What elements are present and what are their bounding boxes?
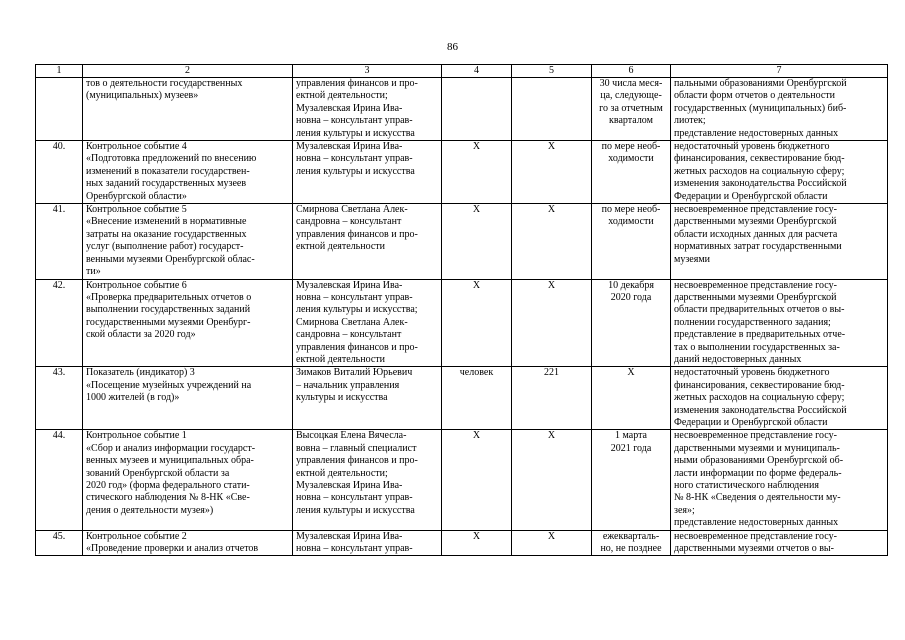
cell-line: нормативных затрат государственными	[674, 241, 842, 253]
cell-number: 41.	[36, 204, 83, 279]
cell-line: ления культуры и искусства	[296, 504, 415, 516]
cell-line: тах о выполнении государственных за-	[674, 341, 840, 353]
cell-value	[512, 78, 592, 141]
cell-unit: Х	[442, 204, 512, 279]
cell-line: Музалевская Ирина Ива-	[296, 141, 403, 153]
cell-line: 10 декабря	[608, 279, 654, 291]
cell-deadline	[592, 367, 671, 430]
table-row	[36, 141, 888, 204]
cell-event	[83, 530, 293, 556]
cell-line: ектной деятельности	[296, 241, 385, 253]
cell-line: Смирнова Светлана Алек-	[296, 204, 408, 216]
cell-value: Х	[512, 279, 592, 367]
cell-line: 2021 года	[610, 442, 652, 454]
cell-line: тов о деятельности государственных	[86, 78, 243, 89]
cell-line: Оренбургской области»	[86, 190, 187, 202]
cell-value: Х	[512, 141, 592, 204]
cell-line: области форм отчетов о деятельности	[674, 90, 835, 102]
cell-line: выполнении государственных заданий	[86, 304, 251, 316]
cell-line: затраты на оказание государственных	[86, 228, 247, 240]
cell-line: ектной деятельности	[296, 353, 385, 365]
cell-line: дарственными музеями Оренбургской	[674, 216, 837, 228]
cell-line: новна – консультант управ-	[296, 153, 413, 165]
cell-line: зея»;	[674, 504, 695, 516]
cell-line: Смирнова Светлана Алек-	[296, 316, 408, 328]
cell-deadline	[592, 204, 671, 279]
cell-line: ской области за 2020 год»	[86, 329, 196, 341]
header-col-6: 6	[592, 65, 671, 78]
header-col-2: 2	[83, 65, 293, 78]
cell-line: государственных (муниципальных) биб-	[674, 102, 847, 114]
cell-line: 2020 года	[610, 291, 652, 303]
cell-event	[83, 430, 293, 530]
cell-line: ласти информации по форме федераль-	[674, 467, 842, 479]
cell-line: 1000 жителей (в год)»	[86, 392, 180, 404]
cell-line: области исходных данных для расчета	[674, 228, 838, 240]
cell-value: Х	[512, 430, 592, 530]
cell-risks	[671, 430, 888, 530]
cell-responsible	[293, 530, 442, 556]
cell-line: сандровна – консультант	[296, 216, 402, 228]
cell-line: 30 числа меся-	[599, 78, 663, 89]
cell-deadline	[592, 279, 671, 367]
cell-line: Контрольное событие 2	[86, 530, 187, 542]
cell-line: го за отчетным	[599, 102, 663, 114]
cell-event	[83, 367, 293, 430]
cell-line: венными музеями Оренбургской облас-	[86, 253, 255, 265]
cell-line: № 8-НК «Сведения о деятельности му-	[674, 492, 841, 504]
cell-line: по мере необ-	[601, 141, 661, 153]
cell-line: ными образованиями Оренбургской об-	[674, 455, 844, 467]
cell-line: несвоевременное представление госу-	[674, 530, 837, 542]
cell-line: но, не позднее	[600, 543, 662, 555]
cell-line: венных музеев и муниципальных обра-	[86, 455, 254, 467]
table-row	[36, 430, 888, 530]
cell-line: Высоцкая Елена Вячесла-	[296, 430, 407, 442]
cell-line: изменения законодательства Российской	[674, 404, 847, 416]
cell-line: ти»	[86, 266, 101, 278]
cell-line: 1 марта	[615, 430, 647, 442]
cell-line: ления культуры и искусства;	[296, 304, 418, 316]
cell-deadline	[592, 530, 671, 556]
page-number: 86	[447, 41, 458, 53]
cell-line: финансирования, секвестирование бюд-	[674, 153, 845, 165]
cell-line: дарственными музеями и муниципаль-	[674, 442, 840, 454]
cell-risks	[671, 78, 888, 141]
table-row	[36, 78, 888, 141]
cell-line: зований Оренбургской области за	[86, 467, 230, 479]
cell-line: «Внесение изменений в нормативные	[86, 216, 247, 228]
table-body	[36, 78, 888, 556]
cell-line: управления финансов и про-	[296, 455, 418, 467]
cell-line: управления финансов и про-	[296, 78, 418, 89]
cell-line: изменения законодательства Российской	[674, 178, 847, 190]
table-row	[36, 204, 888, 279]
cell-line: Контрольное событие 6	[86, 279, 187, 291]
cell-line: «Сбор и анализ информации государст-	[86, 442, 256, 454]
cell-line: области предварительных отчетов о вы-	[674, 304, 845, 316]
header-row	[36, 65, 888, 78]
cell-line: 2020 год» (форма федерального стати-	[86, 480, 250, 491]
cell-line: новна – консультант управ-	[296, 115, 413, 127]
cell-event	[83, 141, 293, 204]
cell-number: 43.	[36, 367, 83, 430]
cell-line: ходимости	[608, 153, 654, 165]
cell-responsible	[293, 367, 442, 430]
cell-line: недостаточный уровень бюджетного	[674, 141, 830, 153]
cell-responsible	[293, 141, 442, 204]
cell-line: новна – консультант управ-	[296, 543, 413, 555]
cell-line: жетных расходов на социальную сферу;	[674, 392, 845, 404]
cell-line: дарственными музеями отчетов о вы-	[674, 543, 834, 555]
cell-line: изменений в показатели государствен-	[86, 165, 250, 177]
cell-responsible	[293, 279, 442, 367]
cell-deadline	[592, 78, 671, 141]
cell-line: кварталом	[609, 115, 653, 127]
plan-table	[35, 64, 888, 556]
cell-line: Зимаков Виталий Юрьевич	[296, 367, 413, 379]
cell-line: ца, следующе-	[600, 90, 662, 102]
cell-line: финансирования, секвестирование бюд-	[674, 379, 845, 391]
cell-number	[36, 78, 83, 141]
cell-number: 45.	[36, 530, 83, 556]
cell-line: ектной деятельности;	[296, 467, 388, 479]
cell-unit: Х	[442, 279, 512, 367]
cell-unit: Х	[442, 430, 512, 530]
cell-line: лиотек;	[674, 115, 706, 127]
cell-risks	[671, 141, 888, 204]
cell-line: новна – консультант управ-	[296, 291, 413, 303]
header-col-5: 5	[512, 65, 592, 78]
cell-unit: человек	[442, 367, 512, 430]
cell-line: Показатель (индикатор) 3	[86, 367, 195, 379]
cell-line: ектной деятельности;	[296, 90, 388, 102]
cell-line: представление недостоверных данных	[674, 517, 839, 529]
cell-line: ных заданий государственных музеев	[86, 178, 247, 190]
cell-unit: Х	[442, 530, 512, 556]
cell-line: культуры и искусства	[296, 392, 388, 404]
cell-line: (муниципальных) музеев»	[86, 90, 199, 102]
table-row	[36, 367, 888, 430]
cell-line: Музалевская Ирина Ива-	[296, 102, 403, 114]
header-col-1: 1	[36, 65, 83, 78]
header-col-3: 3	[293, 65, 442, 78]
cell-line: вовна – главный специалист	[296, 442, 417, 454]
cell-risks	[671, 279, 888, 367]
cell-line: Контрольное событие 4	[86, 141, 187, 153]
cell-line: управления финансов и про-	[296, 228, 418, 240]
cell-line: «Подготовка предложений по внесению	[86, 153, 257, 165]
cell-event	[83, 279, 293, 367]
cell-deadline	[592, 141, 671, 204]
cell-line: «Посещение музейных учреждений на	[86, 379, 252, 391]
cell-line: несвоевременное представление госу-	[674, 279, 837, 291]
cell-line: ного статистического наблюдения	[674, 480, 819, 491]
cell-number: 40.	[36, 141, 83, 204]
cell-line: Контрольное событие 1	[86, 430, 187, 442]
cell-line: Федерации и Оренбургской области	[674, 416, 828, 428]
cell-line: дения о деятельности музея»)	[86, 504, 214, 516]
cell-line: Музалевская Ирина Ива-	[296, 480, 403, 491]
cell-line: по мере необ-	[601, 204, 661, 216]
cell-unit: Х	[442, 141, 512, 204]
cell-value: Х	[512, 204, 592, 279]
cell-line: несвоевременное представление госу-	[674, 430, 837, 442]
cell-number: 44.	[36, 430, 83, 530]
cell-line: услуг (выполнение работ) государст-	[86, 241, 244, 253]
cell-risks	[671, 204, 888, 279]
cell-line: даний недостоверных данных	[674, 353, 802, 365]
cell-line: Музалевская Ирина Ива-	[296, 530, 403, 542]
cell-line: недостаточный уровень бюджетного	[674, 367, 830, 379]
cell-line: Федерации и Оренбургской области	[674, 190, 828, 202]
cell-line: дарственными музеями Оренбургской	[674, 291, 837, 303]
cell-line: несвоевременное представление госу-	[674, 204, 837, 216]
cell-line: «Проверка предварительных отчетов о	[86, 291, 252, 303]
cell-event	[83, 204, 293, 279]
table-row	[36, 279, 888, 367]
cell-line: полнении государственного задания;	[674, 316, 831, 328]
cell-line: стического наблюдения № 8-НК «Све-	[86, 492, 250, 504]
cell-line: Контрольное событие 5	[86, 204, 187, 216]
table-row	[36, 530, 888, 556]
cell-line: – начальник управления	[296, 379, 400, 391]
cell-unit	[442, 78, 512, 141]
cell-line: представление в предварительных отче-	[674, 329, 846, 341]
cell-line: ежекварталь-	[602, 530, 660, 542]
cell-value: 221	[512, 367, 592, 430]
cell-deadline	[592, 430, 671, 530]
cell-line: пальными образованиями Оренбургской	[674, 78, 847, 89]
cell-line: «Проведение проверки и анализ отчетов	[86, 543, 259, 555]
cell-line: Х	[627, 367, 635, 379]
cell-line: ления культуры и искусства	[296, 165, 415, 177]
cell-risks	[671, 530, 888, 556]
cell-line: государственными музеями Оренбург-	[86, 316, 251, 328]
header-col-4: 4	[442, 65, 512, 78]
cell-responsible	[293, 204, 442, 279]
cell-line: сандровна – консультант	[296, 329, 402, 341]
cell-responsible	[293, 78, 442, 141]
cell-responsible	[293, 430, 442, 530]
cell-line: управления финансов и про-	[296, 341, 418, 353]
cell-line: ления культуры и искусства	[296, 127, 415, 139]
cell-number: 42.	[36, 279, 83, 367]
header-col-7: 7	[671, 65, 888, 78]
cell-line: музеями	[674, 253, 710, 265]
cell-value: Х	[512, 530, 592, 556]
cell-line: ходимости	[608, 216, 654, 228]
cell-line: представление недостоверных данных	[674, 127, 839, 139]
cell-line: новна – консультант управ-	[296, 492, 413, 504]
cell-line: жетных расходов на социальную сферу;	[674, 165, 845, 177]
cell-risks	[671, 367, 888, 430]
cell-line: Музалевская Ирина Ива-	[296, 279, 403, 291]
cell-event	[83, 78, 293, 141]
